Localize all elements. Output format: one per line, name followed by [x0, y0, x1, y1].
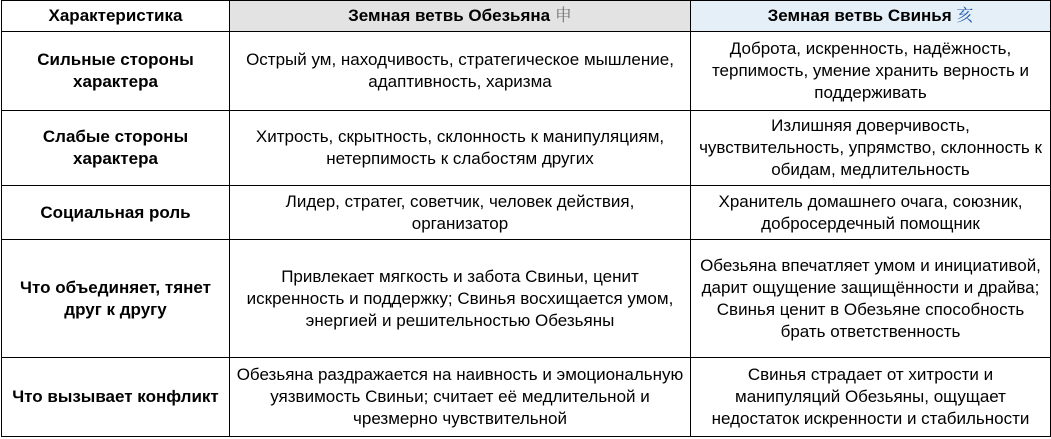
row-label: Что объединяет, тянет друг к другу [2, 240, 230, 358]
table-row [2, 358, 1051, 437]
monkey-cell: Привлекает мягкость и забота Свиньи, ценит искренность и поддержку; Свинья восхищается умом, энергией и решительностью Обезьяны [230, 240, 691, 358]
row-label: Социальная роль [2, 186, 230, 240]
monkey-cell: Обезьяна раздражается на наивность и эмоциональную уязвимость Свиньи; считает её медлительной и чрезмерно чувствительной [230, 358, 691, 437]
header-characteristic: Характеристика [2, 1, 230, 32]
monkey-cell: Острый ум, находчивость, стратегическое мышление, адаптивность, харизма [230, 32, 691, 111]
header-monkey-label: Земная ветвь Обезьяна [348, 6, 551, 25]
pig-cell: Обезьяна впечатляет умом и инициативой, дарит ощущение защищённости и драйва; Свинья ценит в Обезьяне способность брать ответственность [691, 240, 1051, 358]
table-row [2, 240, 1051, 358]
pig-cell: Свинья страдает от хитрости и манипуляций Обезьяны, ощущает недостаток искренности и стабильности [691, 358, 1051, 437]
pig-cell: Доброта, искренность, надёжность, терпимость, умение хранить верность и поддерживать [691, 32, 1051, 111]
table-row [2, 32, 1051, 111]
monkey-glyph: 申 [554, 6, 572, 25]
pig-glyph: 亥 [956, 6, 974, 25]
row-label: Слабые стороны характера [2, 111, 230, 186]
header-row [2, 1, 1051, 32]
header-pig-label: Земная ветвь Свинья [767, 6, 952, 25]
table-row [2, 111, 1051, 186]
table-row [2, 186, 1051, 240]
table-body [2, 32, 1051, 437]
row-label: Сильные стороны характера [2, 32, 230, 111]
monkey-cell: Хитрость, скрытность, склонность к манипуляциям, нетерпимость к слабостям других [230, 111, 691, 186]
pig-cell: Излишняя доверчивость, чувствительность, упрямство, склонность к обидам, медлительность [691, 111, 1051, 186]
row-label: Что вызывает конфликт [2, 358, 230, 437]
monkey-cell: Лидер, стратег, советчик, человек действия, организатор [230, 186, 691, 240]
header-monkey [230, 1, 691, 32]
comparison-table [1, 0, 1051, 437]
table-header [2, 1, 1051, 32]
header-pig [691, 1, 1051, 32]
pig-cell: Хранитель домашнего очага, союзник, добросердечный помощник [691, 186, 1051, 240]
